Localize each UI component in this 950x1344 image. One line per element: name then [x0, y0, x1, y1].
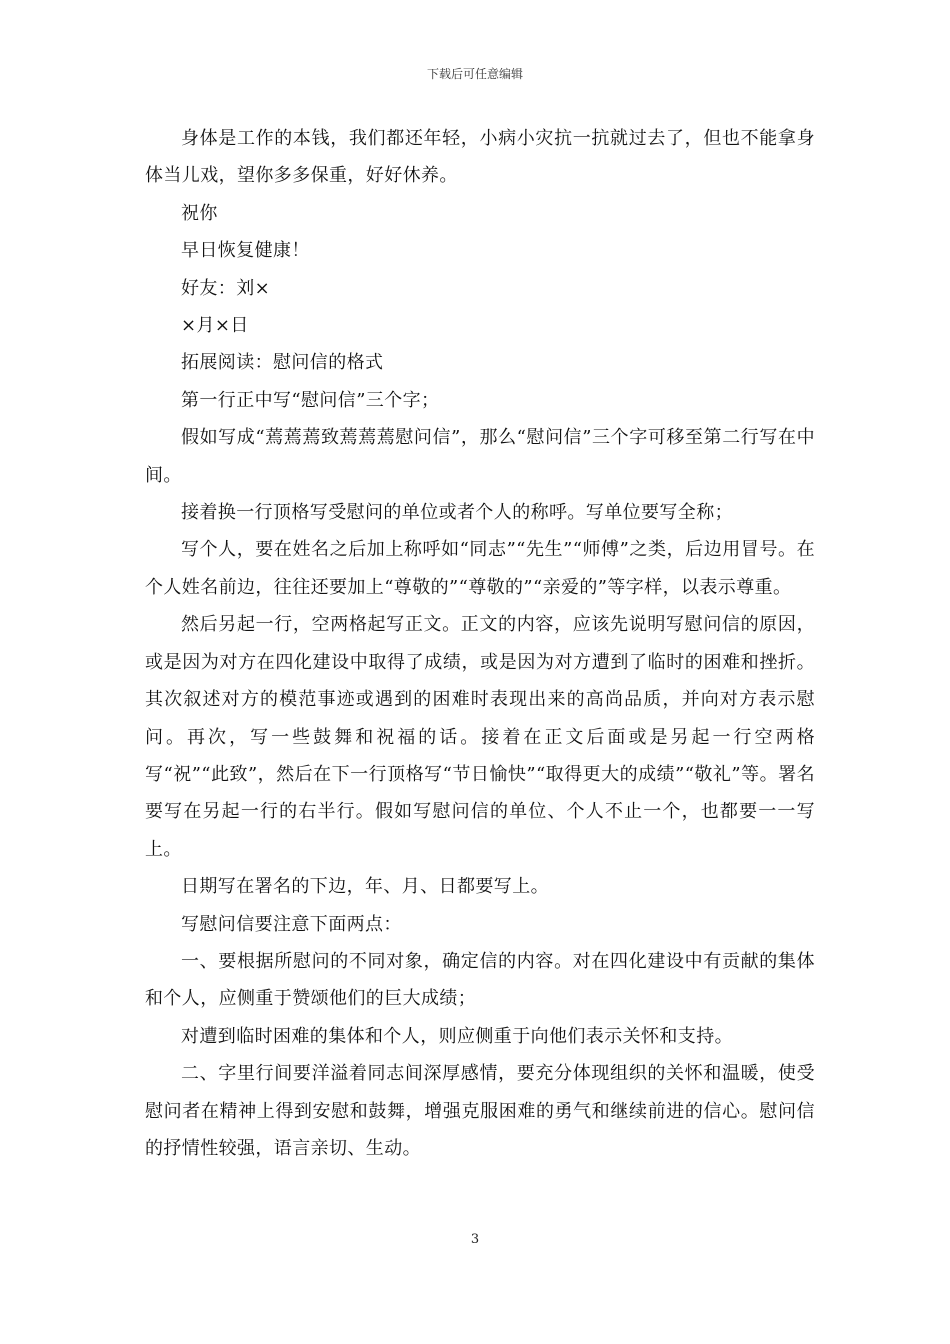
paragraph-title-variant: 假如写成“蔫蔫蔫致蔫蔫蔫慰问信”，那么“慰问信”三个字可移至第二行写在中间。 — [145, 427, 815, 486]
document-body — [145, 120, 815, 1167]
paragraph-notes-intro: 写慰问信要注意下面两点： — [181, 913, 402, 935]
paragraph-salutation-rule: 接着换一行顶格写受慰问的单位或者个人的称呼。写单位要写全称； — [181, 502, 733, 524]
paragraph-signature: 好友：刘× — [181, 277, 271, 299]
paragraph-wish: 祝你 — [181, 202, 218, 224]
paragraph-health-advice: 身体是工作的本钱，我们都还年轻，小病小灾抗一抗就过去了，但也不能拿身体当儿戏，望你多多保重，好好休养。 — [145, 128, 815, 187]
paragraph-date: ×月×日 — [181, 315, 249, 337]
paragraph-note-two: 二、字里行间要洋溢着同志间深厚感情，要充分体现组织的关怀和温暖，使受慰问者在精神上得到安慰和鼓舞，增强克服困难的勇气和继续前进的信心。慰问信的抒情性较强，语言亲切、生动。 — [145, 1063, 815, 1159]
paragraph-note-one: 一、要根据所慰问的不同对象，确定信的内容。对在四化建设中有贡献的集体和个人，应侧重于赞颂他们的巨大成绩； — [145, 950, 815, 1010]
paragraph-note-one-continued: 对遭到临时困难的集体和个人，则应侧重于向他们表示关怀和支持。 — [181, 1025, 733, 1047]
page-number: 3 — [470, 1232, 480, 1247]
paragraph-personal-salutation: 写个人，要在姓名之后加上称呼如“同志”“先生”“师傅”之类，后边用冒号。在个人姓名前边，往往还要加上“尊敬的”“尊敬的”“亲爱的”等字样，以表示尊重。 — [145, 539, 815, 598]
page-header: 下载后可任意编辑 — [426, 67, 523, 81]
paragraph-extended-reading-title: 拓展阅读：慰问信的格式 — [181, 352, 384, 374]
paragraph-first-line-rule: 第一行正中写“慰问信”三个字； — [181, 389, 440, 411]
paragraph-recovery: 早日恢复健康！ — [181, 240, 310, 262]
paragraph-body-content: 然后另起一行，空两格起写正文。正文的内容，应该先说明写慰问信的原因，或是因为对方在四化建设中取得了成绩，或是因为对方遭到了临时的困难和挫折。其次叙述对方的模范事迹或遇到的困难时表现出来的高尚品质，并向对方表示慰问。再次，写一些鼓舞和祝福的话。接着在正文后面或是另起一行空两格写“祝”“此致”，然后在下一行顶格写“节日愉快”“取得更大的成绩”“敬礼”等。署名要写在另起一行的右半行。假如写慰问信的单位、个人不止一个，也都要一一写上。 — [145, 614, 815, 860]
paragraph-date-rule: 日期写在署名的下边，年、月、日都要写上。 — [181, 876, 549, 898]
